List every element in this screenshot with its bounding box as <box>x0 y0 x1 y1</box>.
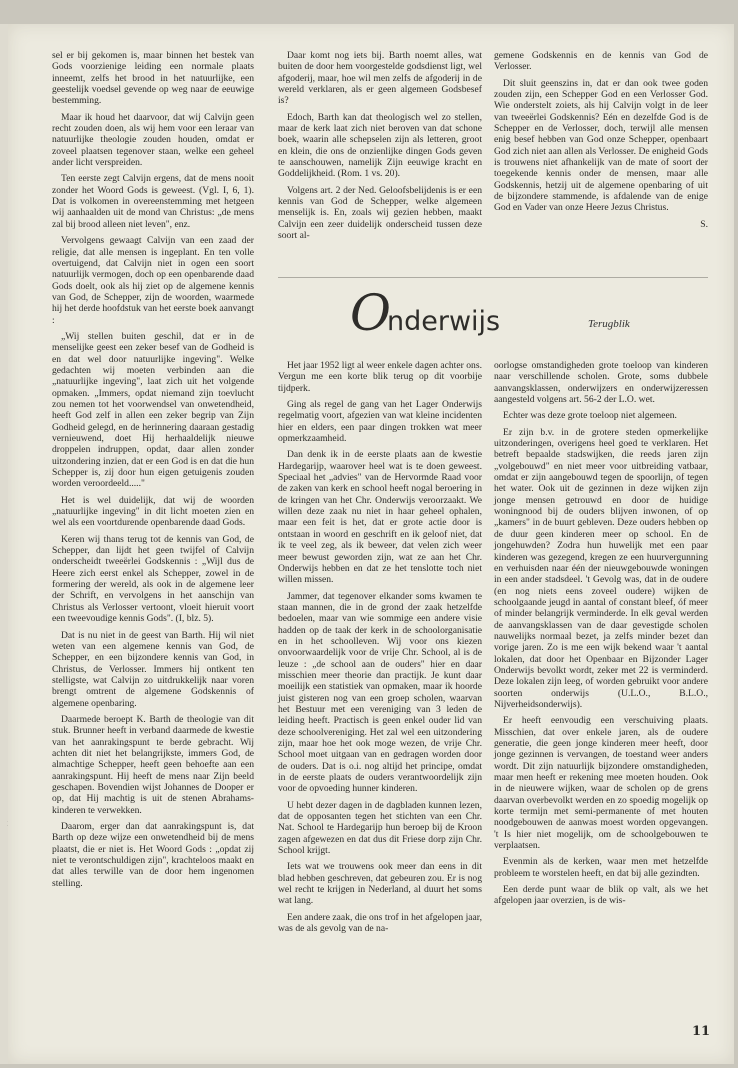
paragraph: gemene Godskennis en de kennis van God de Verlosser. <box>494 50 708 73</box>
paragraph: Dat is nu niet in de geest van Barth. Hij wil niet weten van een algemene kennis van God, de Schepper, en een bijzondere kennis van God, in Christus, de Verlosser. Immers hij ontkent ten stelligste, wat Calvijn zo uitdrukkelijk naar voren brengt omtrent de algemene Godskennis of algemene openbaring. <box>52 629 254 709</box>
heading-initial: O <box>350 284 391 342</box>
paragraph: Vervolgens gewaagt Calvijn van een zaad der religie, dat alle mensen is ingeplant. En ten volle overtuigend, dat Calvijn niet in ogen een soort natuurlijk vermogen, doch op een openbarende daad Gods doelt, ook als hij ziet op de algemene kennis van God, de Schepper, zijn de woorden, waarmede hij het derde hoofdstuk van het eerste boek aanvangt : <box>52 235 254 326</box>
paragraph: Evenmin als de kerken, waar men met hetzelfde probleem te worstelen heeft, en dat bij alle gezindten. <box>494 856 708 879</box>
paragraph: Een derde punt waar de blik op valt, als we het afgelopen jaar overzien, is de wis- <box>494 884 708 907</box>
subheading-terugblik: Terugblik <box>588 318 630 330</box>
column-calvijn-part-2 <box>278 50 482 247</box>
section-heading-onderwijs <box>350 285 500 345</box>
page-number: 11 <box>692 1024 711 1039</box>
paragraph: Ging als regel de gang van het Lager Onderwijs regelmatig voort, afgezien van wat kleine incidenten hier en elders, een paar dingen trokken wat meer opmerkzaamheid. <box>278 399 482 445</box>
column-calvijn-part-3 <box>494 50 708 230</box>
heading-rest: nderwijs <box>387 306 501 337</box>
paragraph: Maar ik houd het daarvoor, dat wij Calvijn geen recht zouden doen, als wij hem voor een leraar van natuurlijke theologie zouden houden, omdat er zoveel plaatsen tegenover staan, welke een geheel ander licht verspreiden. <box>52 111 254 169</box>
paragraph: Daarom, erger dan dat aanrakingspunt is, dat Barth op deze wijze een onwetendheid bij de mens plaatst, die er niet is. Het Woord Gods : „opdat zij niet te verontschuldigen zijn", krachteloos maakt en dat alles terwille van de door hem ingenomen stelling. <box>52 821 254 889</box>
paragraph: Daar komt nog iets bij. Barth noemt alles, wat buiten de door hem voorgestelde godsdienst ligt, wel afgoderij, maar, hoe wil men zelfs de afgoderij in de wereld verklaren, als er geen algemeen Godsbesef is? <box>278 50 482 107</box>
paragraph: Dan denk ik in de eerste plaats aan de kwestie Hardegarijp, waarover heel wat is te doen geweest. Speciaal het „advies" van de Hervormde Raad voor de zaken van kerk en school heeft nogal beroering in de kringen van het Chr. Onderwijs veroorzaakt. We willen deze zaak nu niet in haar geheel ophalen, maar een feit is het, dat er grote actie door is ontstaan in woord en geschrift en ik geloof niet, dat ik te veel zeg, als ik beweer, dat velen zich weer meer bewust geworden zijn, wat ze aan het Chr. Onderwijs hebben en dat ze het tenslotte toch niet willen missen. <box>278 449 482 586</box>
paragraph: Een andere zaak, die ons trof in het afgelopen jaar, was de als gevolg van de na- <box>278 911 482 935</box>
paragraph: Daarmede beroept K. Barth de theologie van dit stuk. Brunner heeft in verband daarmede de kwestie van het aanrakingspunt te berde gebracht. Wij achten dit niet het belangrijkste, immers God, de almachtige Schepper, heeft geen behoefte aan een aanrakingspunt. Hij heeft de mens naar Zijn beeld geschapen. Bovendien wijst Johannes de Dooper er op, dat Hij machtig is uit de stenen Abrahams-kinderen te verwekken. <box>52 713 254 816</box>
paragraph: oorlogse omstandigheden grote toeloop van kinderen naar verschillende scholen. Grote, soms dubbele aanvangsklassen, onderwijzers en onderwijzeressen aangesteld volgens art. 56-2 der L.O. wet. <box>494 360 708 406</box>
paragraph: Dit sluit geenszins in, dat er dan ook twee goden zouden zijn, een Schepper God en een Verlosser God. Wie onderstelt zoiets, als hij Calvijn volgt in de leer van tweeërlei Godskennis? Eén en dezelfde God is de Schepper en de Verlosser, doch, terwijl alle mensen enig besef hebben van God onze Schepper, openbaart God zich niet aan allen als Verlosser. De enigheid Gods is trouwens niet afhankelijk van de mate of soort der toegekende kennis onder de mensen, maar alle Godskennis, hetzij uit de algemene openbaring of uit de bijzondere stammende, is afdalende van de enige God en Vader van onze Heere Jezus Christus. <box>494 77 708 214</box>
paragraph: Keren wij thans terug tot de kennis van God, de Schepper, dan lijdt het geen twijfel of Calvijn onderscheidt tweeërlei Godskennis : „Wijl dus de Heere zich eerst enkel als Schepper, zowel in de formering der wereld, als ook in de algemene leer der Schrift, en vervolgens in het aanschijn van Christus als Verlosser vertoont, vloeit hieruit voort een tweevoudige kennis Gods". (I, blz. 5). <box>52 533 254 625</box>
paragraph: Jammer, dat tegenover elkander soms kwamen te staan mannen, die in de grond der zaak hetzelfde bedoelen, maar van wie sommige een andere visie hadden op de taak der kerk in de schoolorganisatie en in het schoolleven. Wij voor ons kiezen onvoorwaardelijk voor de vrije Chr. School, al is de leuze : „de school aan de ouders" hier en daar misschien meer theorie dan practijk. Je kunt daar moeilijk een statistiek van opmaken, maar ik hoorde juist gisteren nog van een groep scholen, waarvan het Bestuur met een vereniging van 3 leden de leiding heeft. Practisch is geen enkel ouder lid van deze schoolvereniging. Het zal wel een uitzondering zijn, maar hoe het ook moge wezen, de vrije Chr. School moet uitgaan van en gedragen worden door de ouders. Dat is o.i. nog altijd het principe, omdat in de eerste plaats de ouders verantwoordelijk zijn voor de opvoeding hunner kinderen. <box>278 590 482 795</box>
paragraph: Iets wat we trouwens ook meer dan eens in dit blad hebben geschreven, dat gebeuren zou. Er is nog wel recht te krijgen in Nederland, al duurt het soms wat lang. <box>278 861 482 907</box>
author-signature: S. <box>700 218 708 230</box>
paragraph: Ten eerste zegt Calvijn ergens, dat de mens nooit zonder het Woord Gods is geweest. (Vgl. I, 6, 1). Dat is volkomen in overeenstemming met hetgeen wij aanhaalden uit de mond van Christus: „de mens zal bij brood alleen niet leven", enz. <box>52 173 254 230</box>
section-divider <box>278 277 708 278</box>
paragraph: Echter was deze grote toeloop niet algemeen. <box>503 410 677 422</box>
paragraph: Er heeft eenvoudig een verschuiving plaats. Misschien, dat over enkele jaren, als de oudere generatie, die geen jonge kinderen meer heeft, door jonge gezinnen is vervangen, de toestand weer anders wordt. Dit zijn natuurlijk bijzondere omstandigheden, maar men heeft er rekening mee moeten houden. Ook in de nieuwere wijken, waar de scholen op de grens daarvan overbevolkt werden en zo spoedig mogelijk op korte termijn met semi-permanente of met houten noodgebouwen de aanwas moest worden opgevangen. 't Is hier niet mogelijk, om de schoolgebouwen te verplaatsen. <box>494 715 708 852</box>
paragraph: U hebt dezer dagen in de dagbladen kunnen lezen, dat de opposanten tegen het stichten van een Chr. Nat. School te Hardegarijp hun beroep bij de Kroon zagen afgewezen en dat dus dit Friese dorp zijn Chr. School krijgt. <box>278 799 482 857</box>
paragraph: „Wij stellen buiten geschil, dat er in de menselijke geest een zeker besef van de Godheid is en dat wel door natuurlijke ingeving". Welke gedachten wij moeten verbinden aan die „natuurlijke ingeving", laat zich uit het volgende opmaken. „Immers, opdat niemand zijn toevlucht zou nemen tot het voorwendsel van onwetendheid, heeft God zelf in allen een zeker begrip van Zijn Godheid gelegd, en de herinnering daaraan gestadig vernieuwend, doet Hij herhaaldelijk nieuwe droppelen indruppen, opdat, daar allen zonder uitzondering inzien, dat er een God is en dat die hun Schepper is, zij door hun eigen getuigenis zouden worden veroordeeld....." <box>52 330 254 490</box>
column-onderwijs-part-1 <box>278 360 482 940</box>
paragraph: Er zijn b.v. in de grotere steden opmerkelijke uitzonderingen, overigens heel goed te verklaren. Het betreft bepaalde stadswijken, die reeds jaren zijn „volgebouwd" en niet meer voor uitbreiding vatbaar, omdat er zijn aangebouwd tegen de spoorlijn, of tegen het water. Ook uit de gezinnen in deze wijken zijn jonge mensen getrouwd en door de huidige woningnood bij de ouders blijven inwonen, of op „kamers" in de buurt gebleven. Deze ouders hebben op de duur geen kinderen meer op school. En de jongehuwden? Zodra hun huwelijk met een paar kinderen was gezegend, kregen ze een huurvergunning en verhuisden naar één der nieuwgebouwde woningen in een ander stadsdeel. 't Gevolg was, dat in de oudere (en nog niets eens zoveel oudere) wijken de schoolgaande jeugd in aantal of constant bleef, óf meer of minder belangrijk verminderde. In elk geval werden de aanvangsklassen van de daar gevestigde scholen nauwelijks normaal bezet, ja zelfs minder bezet dan vorige jaren. Zo is me een wijk bekend waar 't aantal lokalen, dat door het Openbaar en Bijzonder Lager Onderwijs bevolkt wordt, zeker met 22 is verminderd. Deze lokalen zijn leeg, of worden gebruikt voor andere soorten onderwijs (U.L.O., B.L.O., Nijverheidsonderwijs). <box>494 426 708 710</box>
paragraph: Het is wel duidelijk, dat wij de woorden „natuurlijke ingeving" in dit licht moeten zien en wel als een voortdurende openbarende daad Gods. <box>52 494 254 529</box>
paragraph: Het jaar 1952 ligt al weer enkele dagen achter ons. Vergun me een korte blik terug op dit voorbije tijdperk. <box>278 360 482 394</box>
paragraph: Edoch, Barth kan dat theologisch wel zo stellen, maar de kerk laat zich niet beroven van dat schone boek, waarin alle schepselen zijn als letteren, groot en klein, die ons de onzienlijke dingen Gods geven te aanschouwen, namelijk Zijn eeuwige kracht en Goddelijkheid. (Rom. 1 vs. 20). <box>278 111 482 180</box>
paragraph: sel er bij gekomen is, maar binnen het bestek van Gods voorzienige leiding een normale plaats inneemt, zelfs het brood in het natuurlijke, een geestelijk voedsel gevende op weg naar de eeuwige bestemming. <box>52 50 254 107</box>
column-onderwijs-part-2 <box>494 360 708 912</box>
paragraph: Volgens art. 2 der Ned. Geloofsbelijdenis is er een kennis van God de Schepper, welke algemeen menselijk is. En, zoals wij gezien hebben, maakt Calvijn een zeer duidelijk onderscheid tussen deze soort al- <box>278 184 482 242</box>
column-calvijn-part-1 <box>52 50 254 894</box>
